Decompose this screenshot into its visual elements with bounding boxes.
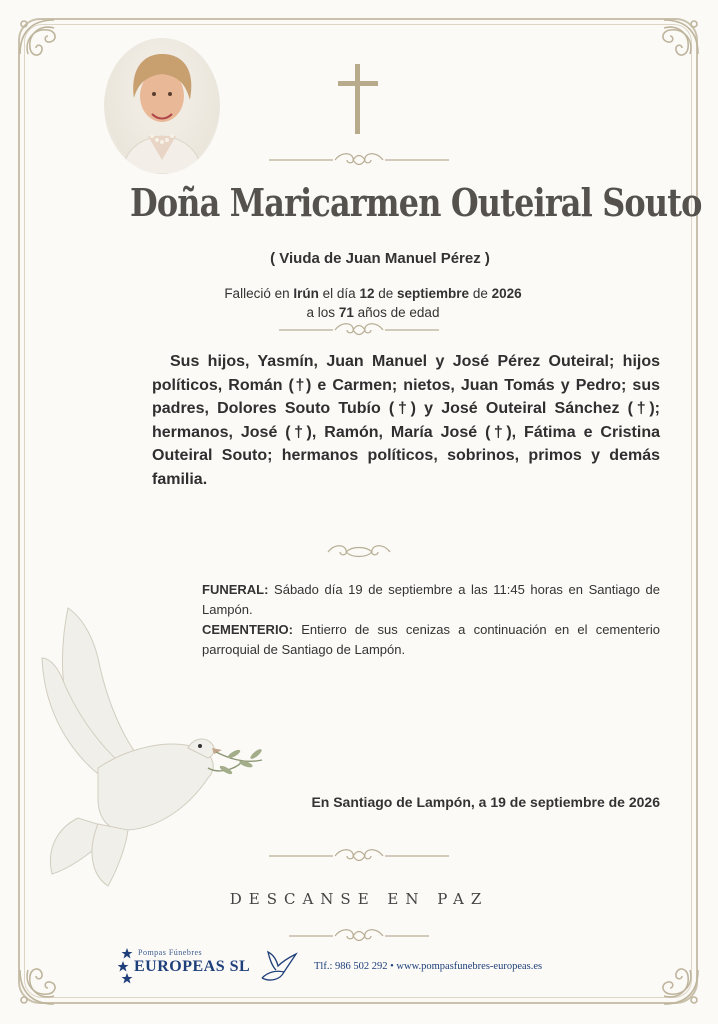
death-month: septiembre [397,286,470,301]
age-prefix: a los [306,305,336,320]
place-date: En Santiago de Lampón, a 19 de septiembre de 2026 [311,794,660,810]
death-place: Irún [293,286,319,301]
logo-dove-icon [258,948,298,984]
ornament-divider [0,542,718,562]
logo-small-text: Pompas Fúnebres [138,948,203,957]
death-de: de [472,286,488,301]
death-day: 12 [359,286,375,301]
funeral-details [202,580,660,660]
death-details [0,284,718,322]
age-value: 71 [338,305,354,320]
funeral-line [202,580,660,620]
death-prefix: Falleció en [224,286,290,301]
dove-icon [38,598,270,888]
cross-icon [338,64,378,134]
corner-ornament [634,940,704,1010]
cemetery-label: CEMENTERIO: [202,622,293,637]
widow-line: ( Viuda de Juan Manuel Pérez ) [270,250,490,267]
family-text: Sus hijos, Yasmín, Juan Manuel y José Pérez Outeiral; hijos políticos, Román (†) e Carmen; nietos, Juan Tomás y Pedro; sus padres, Dolores Souto Tubío (†) y José Outeiral Sánchez (†); hermanos, José (†), Ramón, María José (†), Fátima e Cristina Outeiral Souto; hermanos políticos, sobrinos, primos y demás familia. [152,353,660,488]
corner-ornament [634,14,704,84]
funeral-text: Sábado día 19 de septiembre a las 11:45 horas en Santiago de Lampón. [202,582,660,617]
death-year: 2026 [491,286,522,301]
funeral-home-logo [118,946,308,988]
cemetery-text: Entierro de sus cenizas a continuación en el cementerio parroquial de Santiago de Lampón. [202,622,660,657]
deceased-name: Doña Maricarmen Outeiral Souto [130,180,702,225]
ornament-divider [0,926,718,946]
ornament-divider [0,150,718,170]
corner-ornament [14,940,84,1010]
contact-info: Tlf.: 986 502 292 • www.pompasfunebres-europeas.es [314,961,543,972]
logo-company-name: EUROPEAS SL [134,958,251,975]
death-de: de [378,286,394,301]
corner-ornament [14,14,84,84]
cemetery-line [202,620,660,660]
age-suffix: años de edad [357,305,440,320]
funeral-label: FUNERAL: [202,582,269,597]
ornament-divider [0,320,718,340]
death-mid: el día [322,286,356,301]
closing-phrase: DESCANSE EN PAZ [229,890,489,908]
